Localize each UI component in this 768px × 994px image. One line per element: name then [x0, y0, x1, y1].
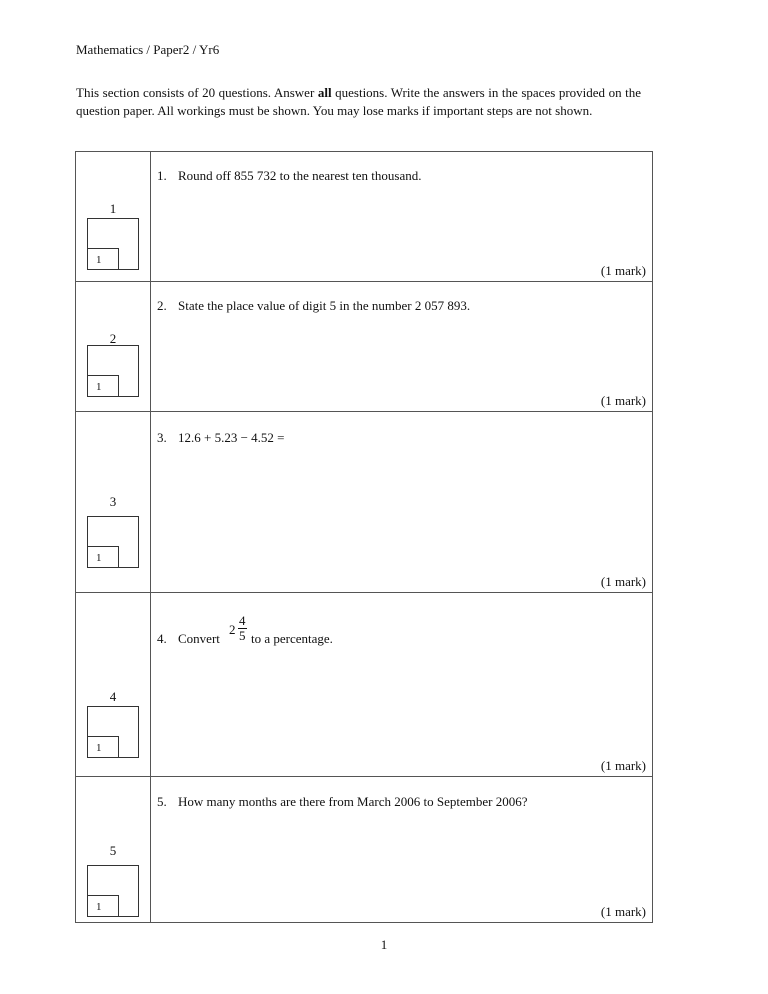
question-text	[157, 794, 527, 810]
fraction-whole: 2	[229, 622, 236, 637]
question-text	[157, 430, 285, 446]
mark-column	[76, 777, 151, 922]
instructions-text-1: This section consists of 20 questions. Answer	[76, 85, 318, 100]
question-prefix: 1.	[157, 168, 167, 183]
score-box[interactable]	[87, 516, 139, 568]
marks-label: (1 mark)	[600, 758, 646, 773]
instructions	[76, 84, 641, 120]
question-prefix: 5.	[157, 794, 167, 809]
instructions-emphasis: all	[317, 85, 332, 100]
question-row-5	[76, 777, 652, 922]
question-prefix: 3.	[157, 430, 167, 445]
question-number-label: 3	[109, 494, 117, 509]
question-prefix: 4.	[157, 631, 167, 646]
question-body: 12.6 + 5.23 − 4.52 =	[178, 430, 285, 445]
max-mark-box: 1	[87, 736, 119, 758]
mark-column	[76, 593, 151, 776]
marks-label: (1 mark)	[600, 904, 646, 919]
score-box[interactable]	[87, 865, 139, 917]
marks-label: (1 mark)	[600, 574, 646, 589]
question-body-before: Convert	[178, 631, 220, 646]
fraction-denominator: 5	[239, 628, 246, 643]
question-text	[157, 168, 421, 184]
question-body: Round off 855 732 to the nearest ten thousand.	[178, 168, 422, 183]
question-text	[157, 631, 220, 647]
marks-label: (1 mark)	[600, 393, 646, 408]
mark-column	[76, 282, 151, 411]
max-mark-box: 1	[87, 895, 119, 917]
question-row-1	[76, 152, 652, 282]
paper-header: Mathematics / Paper2 / Yr6	[76, 42, 220, 57]
question-table	[75, 151, 653, 923]
instructions-text-2: questions. Write the answers in the spaces provided on the question paper. All workings must be shown. You may lose marks if important steps are not shown.	[76, 85, 641, 118]
max-mark-box: 1	[87, 375, 119, 397]
mark-column	[76, 412, 151, 592]
question-row-3	[76, 412, 652, 593]
question-row-2	[76, 282, 652, 412]
page-number: 1	[380, 937, 388, 952]
max-mark-box: 1	[87, 248, 119, 270]
fraction-numerator: 4	[239, 613, 246, 628]
question-number-label: 5	[109, 843, 117, 858]
score-box[interactable]	[87, 706, 139, 758]
max-mark-box: 1	[87, 546, 119, 568]
question-prefix: 2.	[157, 298, 167, 313]
question-number-label: 2	[109, 331, 117, 346]
score-box[interactable]	[87, 218, 139, 270]
question-number-label: 1	[109, 201, 117, 216]
question-text	[157, 298, 470, 314]
question-body: How many months are there from March 2006 to September 2006?	[178, 794, 528, 809]
score-box[interactable]	[87, 345, 139, 397]
question-row-4	[76, 593, 652, 777]
mark-column	[76, 152, 151, 281]
question-number-label: 4	[109, 689, 117, 704]
question-body: State the place value of digit 5 in the number 2 057 893.	[178, 298, 471, 313]
question-body-after: to a percentage.	[251, 631, 333, 646]
marks-label: (1 mark)	[600, 263, 646, 278]
